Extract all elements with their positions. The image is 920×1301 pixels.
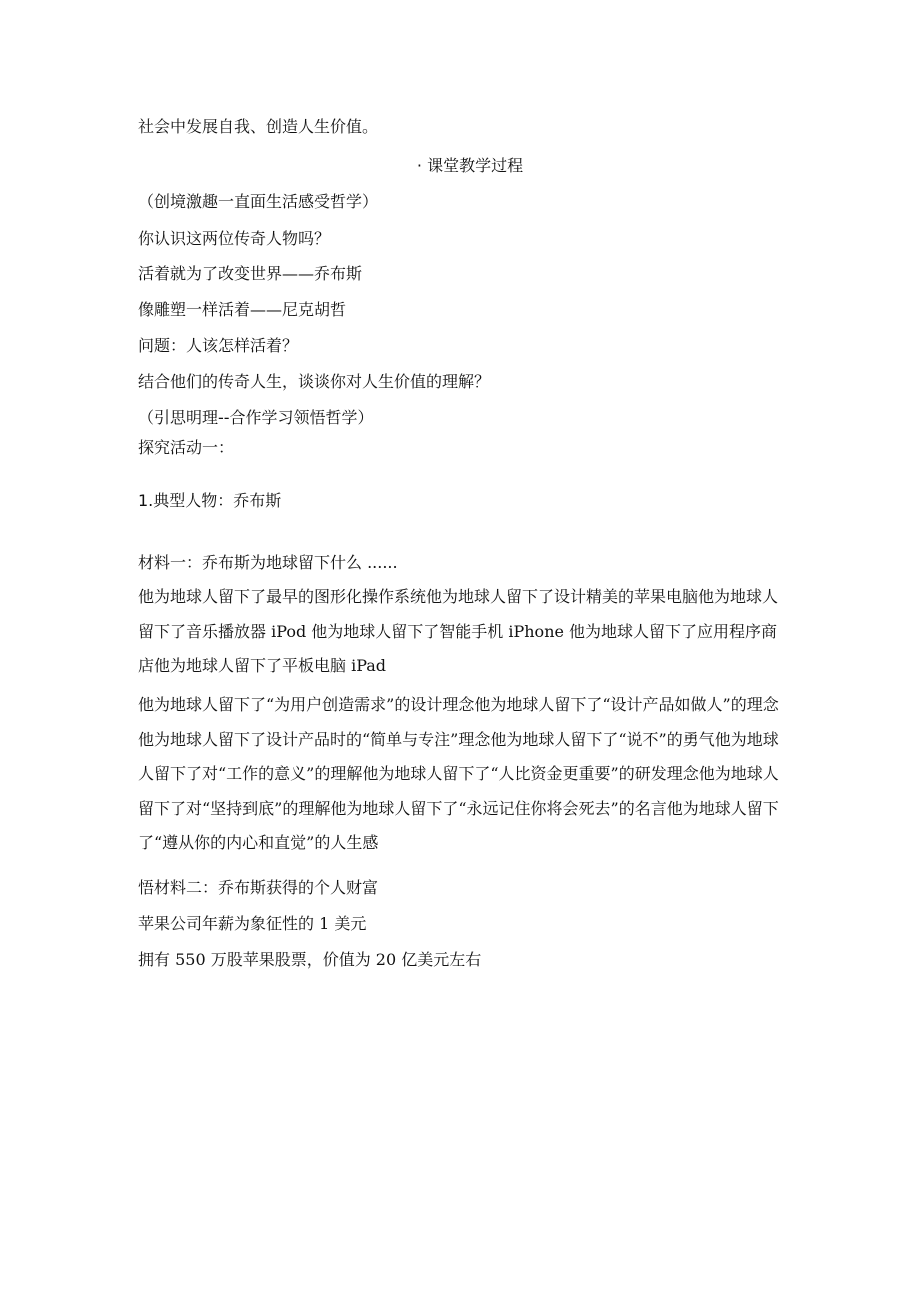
material1-title: 材料一：乔布斯为地球留下什么 ...... [138, 553, 398, 572]
question-know-text: 你认识这两位传奇人物吗？ [138, 229, 331, 248]
material1-paragraph-2: 他为地球人留下了“为用户创造需求”的设计理念他为地球人留下了“设计产品如做人”的理念他为地球人留下了设计产品时的“简单与专注”理念他为地球人留下了“说不”的勇气他为地球人留下了对“工作的意义”的理解他为地球人留下了“人比资金更重要”的研发理念他为地球人留下了对“坚持到底”的理解他为地球人留下了“永远记住你将会死去”的名言他为地球人留下了“遵从你的内心和直觉”的人生感 [138, 695, 779, 852]
prompt-text: 结合他们的传奇人生，谈谈你对人生价值的理解？ [138, 372, 491, 391]
material2-line: 悟材料二：乔布斯获得的个人财富 [138, 878, 379, 897]
shares-text: 拥有 550 万股苹果股票，价值为 20 亿美元左右 [138, 950, 482, 969]
intro-tail-text: 社会中发展自我、创造人生价值。 [138, 117, 379, 136]
question-text: 问题：人该怎样活着？ [138, 336, 299, 355]
figure-heading: 1.典型人物：乔布斯 [138, 491, 282, 510]
part2-heading: （引思明理--合作学习领悟哲学） [138, 408, 374, 427]
quote-nick-text: 像雕塑一样活着——尼克胡哲 [138, 300, 347, 319]
part1-heading: （创境激趣一直面生活感受哲学） [138, 192, 379, 211]
material1-paragraph-1: 他为地球人留下了最早的图形化操作系统他为地球人留下了设计精美的苹果电脑他为地球人留下了音乐播放器 iPod 他为地球人留下了智能手机 iPhone 他为地球人留下了应用程序商店他为地球人留下了平板电脑 iPad [138, 587, 779, 675]
salary-text: 苹果公司年薪为象征性的 1 美元 [138, 914, 367, 933]
quote-jobs-text: 活着就为了改变世界——乔布斯 [138, 264, 363, 283]
activity1-heading: 探究活动一： [138, 438, 235, 457]
section-heading: · 课堂教学过程 [416, 156, 524, 175]
